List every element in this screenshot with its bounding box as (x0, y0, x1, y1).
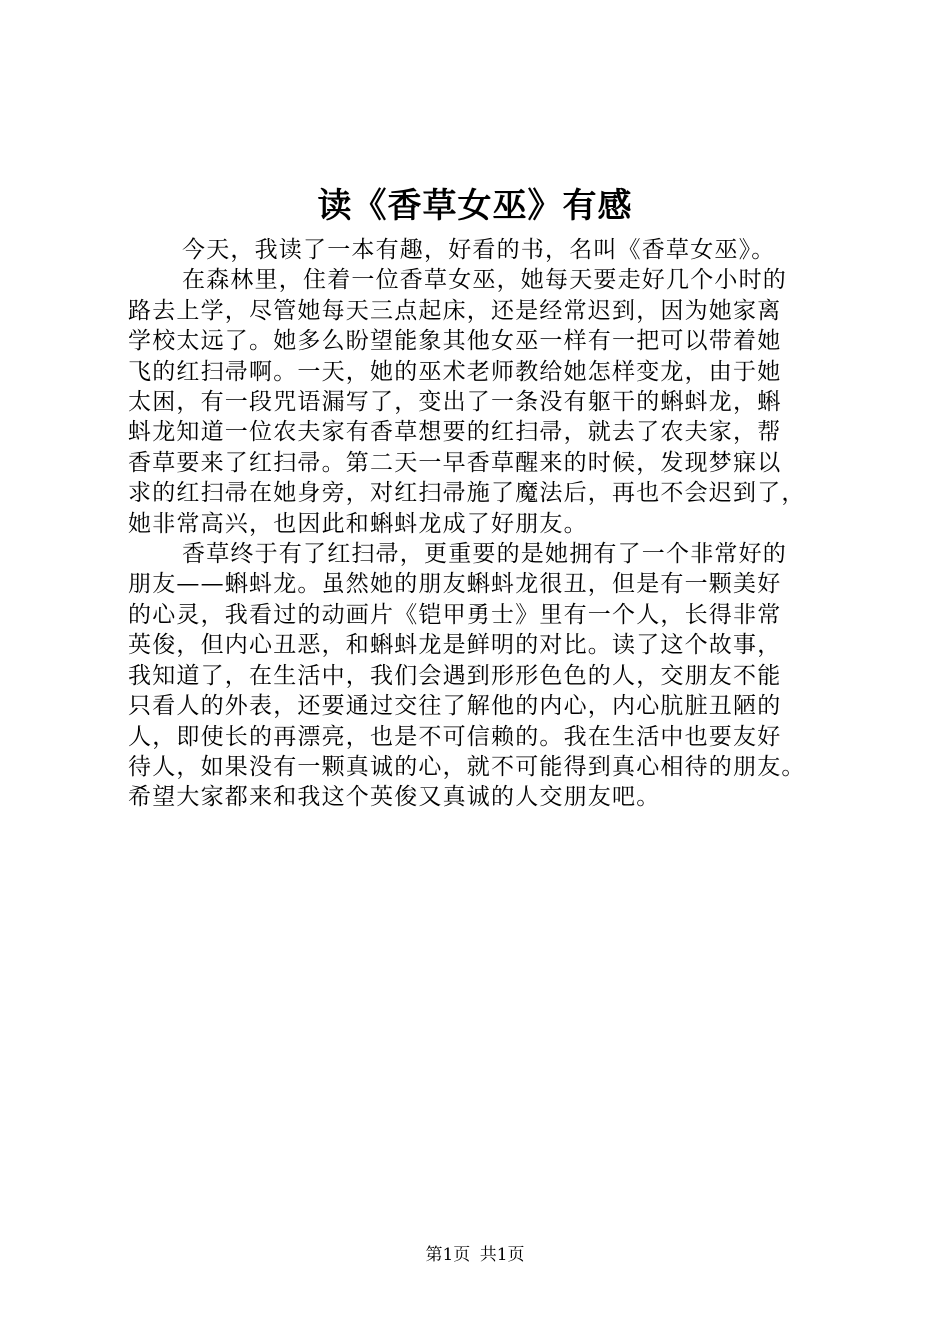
paragraph-line: 香草要来了红扫帚。第二天一早香草醒来的时候，发现梦寐以 (128, 449, 782, 476)
paragraph-line: 我知道了，在生活中，我们会遇到形形色色的人，交朋友不能 (128, 662, 782, 689)
paragraph-line: 飞的红扫帚啊。一天，她的巫术老师教给她怎样变龙，由于她 (128, 358, 782, 385)
paragraph-line: 路去上学，尽管她每天三点起床，还是经常迟到，因为她家离 (128, 297, 782, 324)
paragraph-line: 今天，我读了一本有趣，好看的书，名叫《香草女巫》。 (182, 237, 776, 263)
paragraph-line: 求的红扫帚在她身旁，对红扫帚施了魔法后，再也不会迟到了， (128, 480, 806, 507)
page-total: 共1页 (479, 1245, 525, 1265)
paragraph-line: 只看人的外表，还要通过交往了解他的内心，内心肮脏丑陋的 (128, 693, 782, 720)
paragraph-line: 待人，如果没有一颗真诚的心，就不可能得到真心相待的朋友。 (128, 753, 806, 780)
paragraph-line: 的心灵，我看过的动画片《铠甲勇士》里有一个人，长得非常 (128, 601, 782, 628)
paragraph-line: 学校太远了。她多么盼望能象其他女巫一样有一把可以带着她 (128, 328, 782, 355)
paragraph-line: 英俊，但内心丑恶，和蝌蚪龙是鲜明的对比。读了这个故事， (128, 632, 782, 659)
page-footer (0, 1243, 950, 1267)
paragraph-line: 她非常高兴，也因此和蝌蚪龙成了好朋友。 (128, 510, 588, 537)
page-number: 第1页 (425, 1245, 471, 1265)
paragraph-line: 香草终于有了红扫帚，更重要的是她拥有了一个非常好的 (182, 541, 787, 568)
paragraph-line: 人，即使长的再漂亮，也是不可信赖的。我在生活中也要友好 (128, 723, 782, 750)
paragraph-line: 太困，有一段咒语漏写了，变出了一条没有躯干的蝌蚪龙，蝌 (128, 389, 782, 416)
document-body (128, 235, 843, 813)
paragraph-line: 朋友——蝌蚪龙。虽然她的朋友蝌蚪龙很丑，但是有一颗美好 (128, 571, 782, 598)
document-title: 读《香草女巫》有感 (317, 186, 633, 226)
paragraph-line: 希望大家都来和我这个英俊又真诚的人交朋友吧。 (128, 784, 661, 811)
paragraph-line: 蚪龙知道一位农夫家有香草想要的红扫帚，就去了农夫家，帮 (128, 419, 782, 446)
paragraph-line: 在森林里，住着一位香草女巫，她每天要走好几个小时的 (182, 267, 787, 294)
